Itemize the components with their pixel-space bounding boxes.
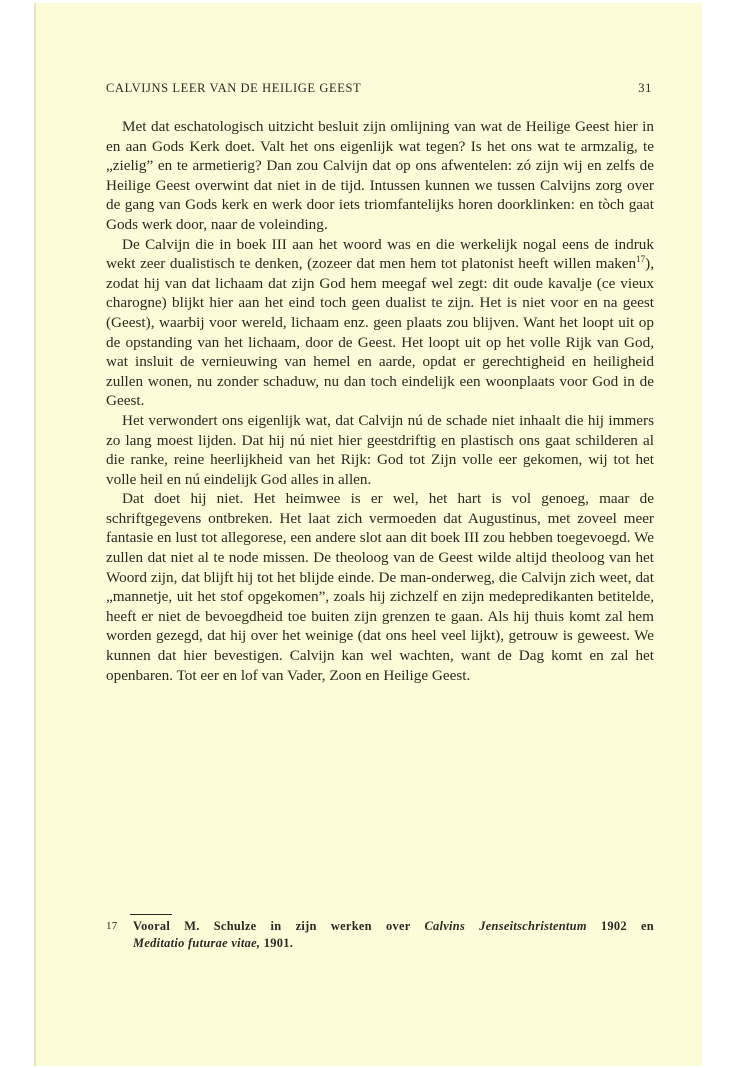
footnote-text-before: Vooral M. Schulze in zijn werken over [133,919,425,933]
paragraph-3: Het verwondert ons eigenlijk wat, dat Calvijn nú de schade niet inhaalt die hij immers zo lang moest lijden. Dat hij nú niet hier geestdriftig en plastisch ons gaat schilderen al die ranke, reine heerlijkheid van het Rijk: God tot Zijn volle eer gekomen, wij tot het volle heil en nú eindelijk God alles in allen. [106,411,654,488]
footnote-reference[interactable]: 17 [636,254,646,265]
chapter-title: CALVIJNS LEER VAN DE HEILIGE GEEST [106,81,362,95]
paragraph-2-text-after: ), zodat hij van dat lichaam dat zijn God hem meegaf wel zegt: dit oude kavalje (ce vieux charogne) blijkt hier aan het eind toch geen dualist te zijn. Het is niet voor en na geest (Geest), waarbij voor wereld, lichaam enz. geen plaats zou blijven. Want het loopt uit op de opstanding van het lichaam, door de Geest. Het loopt uit op het volle Rijk van God, wat insluit de vernieuwing van hemel en aarde, opdat er gerechtigheid en heiligheid zullen wonen, nu zonder schaduw, nu dan toch eindelijk een woonplaats voor God in de Geest. [106,255,654,410]
main-text [106,117,654,685]
footnote-divider [130,914,172,915]
paragraph-2-text-before: De Calvijn die in boek III aan het woord was en die werkelijk nogal eens de indruk wekt zeer dualistisch te denken, (zozeer dat men hem tot platonist heeft willen maken [106,235,654,273]
footnote-line-2 [133,936,293,950]
paragraph-1: Met dat eschatologisch uitzicht besluit zijn omlijning van wat de Heilige Geest hier in en aan Gods Kerk doet. Valt het ons eigenlijk wat tegen? Is het ons wat te armzalig, te „zielig” en te armetierig? Dan zou Calvijn dat op ons afwentelen: zó zijn wij en zelfs de Heilige Geest overwint dat niet in de tijd. Intussen kunnen we tussen Calvijns zorg over de gang van Gods kerk en werk door iets triomfantelijks horen doorklinken: en tòch gaat Gods werk door, naar de voleinding. [106,118,654,233]
footnote [106,918,654,952]
page-number: 31 [638,81,652,95]
footnote-title-1: Calvins Jenseitschristentum [424,919,587,933]
paragraph-2 [106,235,654,411]
footnote-number: 17 [106,920,118,932]
footnote-text-middle: 1902 en [586,919,654,933]
running-head [106,81,652,101]
footnote-text [133,918,654,952]
footnote-line-1 [133,918,654,935]
footnote-title-2: Meditatio futurae vitae, [133,936,261,950]
paragraph-4: Dat doet hij niet. Het heimwee is er wel, het hart is vol genoeg, maar de schriftgegevens ontbreken. Het laat zich vermoeden dat Augustinus, met zoveel meer fantasie en lust tot allegorese, een andere slot aan dit boek III zou hebben toegevoegd. We zullen dat niet al te node missen. De theoloog van de Geest wilde altijd theoloog van het Woord zijn, dat blijft hij tot het blijde einde. De man-onderweg, die Calvijn zich weet, dat „mannetje, uit het stof opgekomen”, zoals hij zichzelf en zijn medepredikanten betitelde, heeft er niet de bevoegdheid toe buiten zijn grenzen te gaan. Als hij thuis komt zal hem worden gezegd, dat hij over het weinige (dat ons heel veel lijkt), getrouw is geweest. We kunnen dat hier bevestigen. Calvijn kan wel wachten, want de Dag komt en zal het openbaren. Tot eer en lof van Vader, Zoon en Heilige Geest. [106,490,654,684]
footnote-text-after: 1901. [260,936,294,950]
book-page [34,3,702,1066]
